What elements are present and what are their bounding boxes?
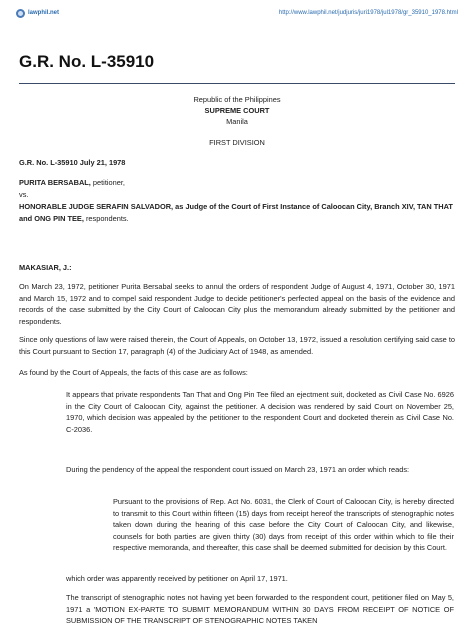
site-name[interactable]: lawphil.net (28, 10, 60, 16)
respondents-line (19, 201, 455, 225)
paragraph-2: Since only questions of law were raised therein, the Court of Appeals, on October 13, 1972, issued a resolution certifying said case to this Court pursuant to Section 17, paragraph (4) of the Judiciary Act of 1948, as amended. (19, 335, 455, 356)
site-link[interactable] (16, 9, 59, 18)
petitioner-name: PURITA BERSABAL, (19, 178, 91, 187)
title-divider (19, 83, 455, 84)
page-url[interactable]: http://www.lawphil.net/judjuris/juri1978/jul1978/gr_35910_1978.html (278, 10, 458, 16)
quoted-paragraph-2: During the pendency of the appeal the respondent court issued on March 23, 1971 an order which reads: (66, 465, 410, 474)
petitioner-line (19, 178, 125, 187)
case-number-line: G.R. No. L-35910 July 21, 1978 (19, 158, 126, 167)
quoted-paragraph-3: which order was apparently received by petitioner on April 17, 1971. (66, 574, 288, 583)
republic-line: Republic of the Philippines (193, 95, 281, 104)
court-name: SUPREME COURT (204, 106, 270, 115)
quoted-paragraph-1: It appears that private respondents Tan That and Ong Pin Tee filed an ejectment suit, docketed as Civil Case No. 6926 in the City Court of Caloocan City, against the petitioner. A decision was rendered by said Court on November 25, 1970, which decision was appealed by the petitioner to the respondent Court and docketed therein as Civil Case No. C-2036. (66, 390, 454, 434)
respondents-role: respondents. (83, 214, 129, 223)
division-name: FIRST DIVISION (209, 138, 265, 147)
petitioner-role: petitioner, (90, 178, 125, 187)
page-title: G.R. No. L-35910 (19, 52, 155, 71)
quoted-order: Pursuant to the provisions of Rep. Act No. 6031, the Clerk of Court of Caloocan City, is hereby directed to transmit to this Court within fifteen (15) days from receipt hereof the transcripts of stenographic notes taken down during the hearing of this case before the City Court of Caloocan City, and likewise, counsels for both parties are given thirty (30) days from receipt of this order within which to file their respective memoranda, and thereafter, this case shall be deemed submitted for decision by this Court. (113, 497, 454, 552)
versus-line: vs. (19, 190, 29, 199)
header-bar (0, 0, 474, 26)
globe-icon (16, 9, 25, 18)
paragraph-3: As found by the Court of Appeals, the facts of this case are as follows: (19, 368, 248, 377)
ponente: MAKASIAR, J.: (19, 263, 72, 272)
quoted-paragraph-4: The transcript of stenographic notes not having yet been forwarded to the respondent court, petitioner filed on May 5, 1971 a 'MOTION EX-PARTE TO SUBMIT MEMORANDUM WITHIN 30 DAYS FROM RECEIPT OF NOTICE OF SUBMISSION OF THE TRANSCRIPT OF STENOGRAPHIC NOTES TAKEN (66, 593, 454, 625)
court-city: Manila (226, 117, 248, 126)
respondents-names: HONORABLE JUDGE SERAFIN SALVADOR, as Judge of the Court of First Instance of Caloocan City, Branch XIV, TAN THAT and ONG PIN TEE, (19, 202, 453, 223)
paragraph-1: On March 23, 1972, petitioner Purita Bersabal seeks to annul the orders of respondent Judge of August 4, 1971, October 30, 1971 and March 15, 1972 and to compel said respondent Judge to decide petitioner's perfected appeal on the basis of the evidence and records of the case submitted by the City Court of Caloocan City plus the memorandum already submitted by the petitioner and respondents. (19, 282, 455, 326)
